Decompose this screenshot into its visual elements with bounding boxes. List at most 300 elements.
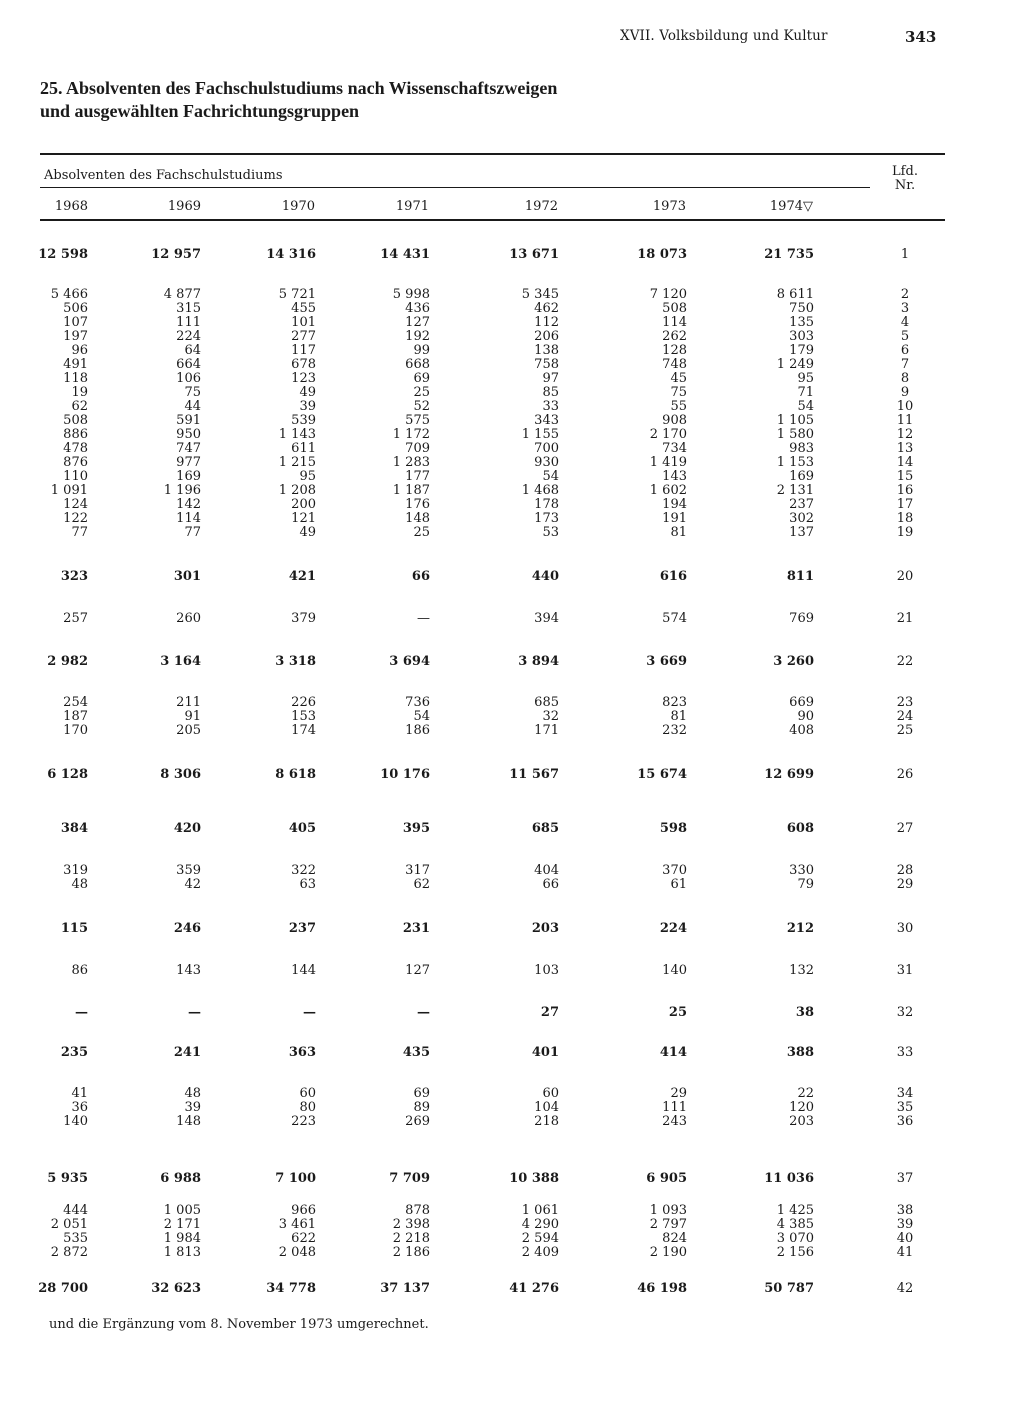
table-cell: 85: [542, 385, 559, 400]
table-row: [0, 1282, 1024, 1296]
table-cell: 3 694: [389, 654, 430, 669]
row-number: 2: [900, 287, 910, 302]
table-cell: 303: [789, 329, 814, 344]
table-cell: 1 143: [278, 427, 316, 442]
table-cell: 1 155: [521, 427, 559, 442]
table-cell: 950: [176, 427, 201, 442]
table-cell: 48: [184, 1086, 201, 1101]
table-cell: 64: [184, 343, 201, 358]
table-cell: 212: [786, 921, 814, 936]
table-cell: 243: [662, 1114, 687, 1129]
row-number: 40: [896, 1231, 914, 1246]
table-row: [0, 442, 1024, 456]
table-cell: 8 611: [776, 287, 814, 302]
table-cell: 262: [662, 329, 687, 344]
table-cell: 10 176: [380, 767, 430, 782]
table-cell: 80: [299, 1100, 316, 1115]
table-cell: 194: [662, 497, 687, 512]
table-row: [0, 655, 1024, 669]
table-title: [40, 77, 740, 123]
table-cell: 45: [670, 371, 687, 386]
table-cell: 48: [71, 877, 88, 892]
table-cell: 598: [659, 821, 687, 836]
table-cell: 223: [291, 1114, 316, 1129]
table-cell: 143: [662, 469, 687, 484]
table-cell: 5 466: [50, 287, 88, 302]
table-cell: 408: [789, 723, 814, 738]
table-cell: 319: [63, 863, 88, 878]
table-cell: 81: [670, 709, 687, 724]
row-number: 30: [896, 921, 914, 936]
table-cell: 664: [176, 357, 201, 372]
table-cell: 401: [531, 1045, 559, 1060]
table-row: [0, 372, 1024, 386]
table-cell: 3 894: [518, 654, 559, 669]
table-cell: 6 905: [646, 1171, 687, 1186]
table-row: [0, 1101, 1024, 1115]
table-cell: 747: [176, 441, 201, 456]
table-cell: 2 398: [392, 1217, 430, 1232]
table-cell: 2 186: [392, 1245, 430, 1260]
table-cell: 330: [789, 863, 814, 878]
table-row: [0, 1204, 1024, 1218]
table-cell: 414: [659, 1045, 687, 1060]
table-row: [0, 1115, 1024, 1129]
table-cell: 91: [184, 709, 201, 724]
table-row: [0, 526, 1024, 540]
table-cell: 539: [291, 413, 316, 428]
row-number: 1: [900, 247, 910, 262]
table-cell: 574: [662, 611, 687, 626]
table-row: [0, 498, 1024, 512]
table-cell: 39: [299, 399, 316, 414]
table-cell: 237: [789, 497, 814, 512]
table-cell: 1 172: [392, 427, 430, 442]
table-cell: 591: [176, 413, 201, 428]
table-cell: 622: [291, 1231, 316, 1246]
table-cell: 12 957: [151, 247, 201, 262]
table-cell: 7 120: [649, 287, 687, 302]
table-cell: 237: [288, 921, 316, 936]
table-row: [0, 484, 1024, 498]
table-cell: 436: [405, 301, 430, 316]
table-cell: 1 091: [50, 483, 88, 498]
table-cell: 191: [662, 511, 687, 526]
table-cell: 49: [299, 385, 316, 400]
table-row: [0, 456, 1024, 470]
table-cell: 96: [71, 343, 88, 358]
row-number: 20: [896, 569, 914, 584]
table-cell: 75: [670, 385, 687, 400]
table-cell: 41 276: [509, 1281, 559, 1296]
table-cell: 99: [413, 343, 430, 358]
table-cell: 1 468: [521, 483, 559, 498]
table-cell: 455: [291, 301, 316, 316]
table-cell: 823: [662, 695, 687, 710]
table-cell: 106: [176, 371, 201, 386]
table-cell: 3 260: [773, 654, 814, 669]
table-cell: 769: [789, 611, 814, 626]
table-cell: 104: [534, 1100, 559, 1115]
group-rule: [40, 187, 870, 188]
row-number: 5: [900, 329, 910, 344]
row-number: 17: [896, 497, 914, 512]
table-cell: 169: [789, 469, 814, 484]
table-cell: 186: [405, 723, 430, 738]
table-cell: 608: [786, 821, 814, 836]
row-number: 22: [896, 654, 914, 669]
row-number: 16: [896, 483, 914, 498]
table-cell: 2 594: [521, 1231, 559, 1246]
table-cell: 205: [176, 723, 201, 738]
table-cell: 462: [534, 301, 559, 316]
table-row: [0, 612, 1024, 626]
table-cell: 173: [534, 511, 559, 526]
table-cell: 444: [63, 1203, 88, 1218]
table-cell: 224: [659, 921, 687, 936]
row-number: 42: [896, 1281, 914, 1296]
table-cell: 1 061: [521, 1203, 559, 1218]
table-cell: 491: [63, 357, 88, 372]
table-cell: 257: [63, 611, 88, 626]
table-cell: 148: [405, 511, 430, 526]
table-cell: 616: [659, 569, 687, 584]
row-number: 7: [900, 357, 910, 372]
table-cell: 89: [413, 1100, 430, 1115]
table-cell: 575: [405, 413, 430, 428]
table-cell: 118: [63, 371, 88, 386]
table-cell: 36: [71, 1100, 88, 1115]
table-cell: 38: [795, 1005, 814, 1020]
table-cell: 122: [63, 511, 88, 526]
table-cell: 8 618: [275, 767, 316, 782]
table-cell: 1 580: [776, 427, 814, 442]
table-cell: 25: [668, 1005, 687, 1020]
table-cell: 197: [63, 329, 88, 344]
table-cell: 128: [662, 343, 687, 358]
table-cell: —: [417, 611, 430, 626]
table-cell: 508: [63, 413, 88, 428]
table-cell: 34 778: [266, 1281, 316, 1296]
table-cell: 395: [402, 821, 430, 836]
row-number: 27: [896, 821, 914, 836]
table-cell: 4 877: [163, 287, 201, 302]
table-cell: 144: [291, 963, 316, 978]
row-number: 10: [896, 399, 914, 414]
table-cell: 748: [662, 357, 687, 372]
table-cell: 12 598: [38, 247, 88, 262]
table-cell: 379: [291, 611, 316, 626]
lfd-header-line-1: Lfd.: [892, 164, 918, 179]
table-row: [0, 358, 1024, 372]
table-cell: 13 671: [509, 247, 559, 262]
table-cell: 930: [534, 455, 559, 470]
table-row: [0, 344, 1024, 358]
table-cell: 3 070: [776, 1231, 814, 1246]
table-cell: 127: [405, 963, 430, 978]
table-cell: 3 669: [646, 654, 687, 669]
row-number: 33: [896, 1045, 914, 1060]
table-cell: 1 283: [392, 455, 430, 470]
table-cell: 363: [288, 1045, 316, 1060]
table-cell: 11 036: [764, 1171, 814, 1186]
table-cell: 394: [534, 611, 559, 626]
year-header: 1969: [167, 199, 201, 214]
table-cell: 176: [405, 497, 430, 512]
table-cell: 203: [531, 921, 559, 936]
row-number: 41: [896, 1245, 914, 1260]
table-cell: 7 709: [389, 1171, 430, 1186]
table-header-rule: [40, 219, 945, 221]
table-cell: 226: [291, 695, 316, 710]
table-cell: 111: [176, 315, 201, 330]
table-cell: 101: [291, 315, 316, 330]
table-row: [0, 330, 1024, 344]
row-number: 32: [896, 1005, 914, 1020]
table-row: [0, 964, 1024, 978]
table-cell: 178: [534, 497, 559, 512]
table-cell: 384: [60, 821, 88, 836]
row-number: 37: [896, 1171, 914, 1186]
table-cell: 1 602: [649, 483, 687, 498]
table-cell: 3 461: [278, 1217, 316, 1232]
table-cell: 127: [405, 315, 430, 330]
table-row: [0, 864, 1024, 878]
table-cell: 8 306: [160, 767, 201, 782]
table-row: [0, 1087, 1024, 1101]
table-cell: 2 156: [776, 1245, 814, 1260]
table-cell: 876: [63, 455, 88, 470]
table-cell: 824: [662, 1231, 687, 1246]
table-cell: 478: [63, 441, 88, 456]
table-row: [0, 822, 1024, 836]
table-cell: 421: [288, 569, 316, 584]
table-cell: 359: [176, 863, 201, 878]
table-cell: 211: [176, 695, 201, 710]
row-number: 11: [896, 413, 914, 428]
year-header: 1973: [652, 199, 686, 214]
table-cell: 63: [299, 877, 316, 892]
table-cell: 5 998: [392, 287, 430, 302]
row-number: 34: [896, 1086, 914, 1101]
table-cell: 977: [176, 455, 201, 470]
table-cell: 678: [291, 357, 316, 372]
table-cell: 3 164: [160, 654, 201, 669]
table-cell: 49: [299, 525, 316, 540]
table-cell: 69: [413, 1086, 430, 1101]
table-cell: 54: [797, 399, 814, 414]
table-cell: 2 218: [392, 1231, 430, 1246]
table-cell: 39: [184, 1100, 201, 1115]
table-cell: 254: [63, 695, 88, 710]
table-cell: 187: [63, 709, 88, 724]
table-cell: 37 137: [380, 1281, 430, 1296]
table-cell: 1 215: [278, 455, 316, 470]
table-row: [0, 696, 1024, 710]
table-cell: 269: [405, 1114, 430, 1129]
table-row: [0, 428, 1024, 442]
row-number: 29: [896, 877, 914, 892]
table-cell: 3 318: [275, 654, 316, 669]
table-cell: 46 198: [637, 1281, 687, 1296]
title-line-2: und ausgewählten Fachrichtungsgruppen: [40, 101, 360, 121]
page-number: 343: [905, 28, 937, 46]
table-cell: 323: [60, 569, 88, 584]
table-cell: 10 388: [509, 1171, 559, 1186]
table-cell: 5 345: [521, 287, 559, 302]
table-cell: 1 984: [163, 1231, 201, 1246]
table-cell: 44: [184, 399, 201, 414]
row-number: 38: [896, 1203, 914, 1218]
table-cell: 508: [662, 301, 687, 316]
table-cell: 218: [534, 1114, 559, 1129]
table-cell: 2 170: [649, 427, 687, 442]
row-number: 3: [900, 301, 910, 316]
row-number: 28: [896, 863, 914, 878]
table-cell: 709: [405, 441, 430, 456]
table-cell: 123: [291, 371, 316, 386]
table-row: [0, 470, 1024, 484]
table-cell: 95: [299, 469, 316, 484]
row-number: 31: [896, 963, 914, 978]
table-cell: 25: [413, 385, 430, 400]
table-cell: 302: [789, 511, 814, 526]
table-cell: 750: [789, 301, 814, 316]
table-cell: 137: [789, 525, 814, 540]
table-row: [0, 922, 1024, 936]
lfd-nr-header: [880, 165, 930, 193]
row-number: 6: [900, 343, 910, 358]
table-cell: 77: [184, 525, 201, 540]
table-cell: 440: [531, 569, 559, 584]
year-header: 1971: [395, 199, 429, 214]
table-cell: 29: [670, 1086, 687, 1101]
table-cell: 1 093: [649, 1203, 687, 1218]
table-cell: 685: [534, 695, 559, 710]
table-cell: 12 699: [764, 767, 814, 782]
table-cell: 54: [413, 709, 430, 724]
table-cell: 81: [670, 525, 687, 540]
table-cell: 177: [405, 469, 430, 484]
table-cell: 32 623: [151, 1281, 201, 1296]
row-number: 26: [896, 767, 914, 782]
table-cell: 75: [184, 385, 201, 400]
table-cell: 388: [786, 1045, 814, 1060]
table-cell: 54: [542, 469, 559, 484]
row-number: 18: [896, 511, 914, 526]
table-cell: 25: [413, 525, 430, 540]
table-cell: 42: [184, 877, 201, 892]
table-cell: —: [417, 1005, 430, 1020]
row-number: 14: [896, 455, 914, 470]
table-row: [0, 1246, 1024, 1260]
year-header: 1972: [524, 199, 558, 214]
table-cell: 232: [662, 723, 687, 738]
table-row: [0, 1046, 1024, 1060]
row-number: 23: [896, 695, 914, 710]
table-cell: 435: [402, 1045, 430, 1060]
table-cell: 535: [63, 1231, 88, 1246]
row-number: 21: [896, 611, 914, 626]
table-cell: 1 196: [163, 483, 201, 498]
table-cell: 878: [405, 1203, 430, 1218]
table-cell: 110: [63, 469, 88, 484]
table-cell: 260: [176, 611, 201, 626]
table-cell: 97: [542, 371, 559, 386]
row-number: 39: [896, 1217, 914, 1232]
row-number: 12: [896, 427, 914, 442]
table-cell: 322: [291, 863, 316, 878]
table-cell: 2 872: [50, 1245, 88, 1260]
group-header: Absolventen des Fachschulstudiums: [44, 168, 283, 183]
table-cell: 2 048: [278, 1245, 316, 1260]
table-row: [0, 302, 1024, 316]
table-cell: 52: [413, 399, 430, 414]
table-cell: 50 787: [764, 1281, 814, 1296]
table-row: [0, 1232, 1024, 1246]
table-row: [0, 288, 1024, 302]
table-row: [0, 1172, 1024, 1186]
table-cell: 62: [71, 399, 88, 414]
table-cell: 111: [662, 1100, 687, 1115]
table-cell: 53: [542, 525, 559, 540]
table-cell: 420: [173, 821, 201, 836]
table-cell: —: [303, 1005, 316, 1020]
table-cell: 811: [786, 569, 814, 584]
table-row: [0, 878, 1024, 892]
table-cell: 734: [662, 441, 687, 456]
table-cell: 1 208: [278, 483, 316, 498]
table-cell: 983: [789, 441, 814, 456]
table-cell: 15 674: [637, 767, 687, 782]
table-cell: 7 100: [275, 1171, 316, 1186]
year-header: 1970: [281, 199, 315, 214]
table-row: [0, 316, 1024, 330]
table-cell: 132: [789, 963, 814, 978]
table-cell: 4 385: [776, 1217, 814, 1232]
table-cell: 277: [291, 329, 316, 344]
table-cell: 107: [63, 315, 88, 330]
table-cell: 370: [662, 863, 687, 878]
row-number: 19: [896, 525, 914, 540]
table-cell: 55: [670, 399, 687, 414]
table-cell: 90: [797, 709, 814, 724]
table-row: [0, 768, 1024, 782]
table-cell: 33: [542, 399, 559, 414]
table-cell: 69: [413, 371, 430, 386]
table-cell: 886: [63, 427, 88, 442]
table-cell: 124: [63, 497, 88, 512]
row-number: 9: [900, 385, 910, 400]
table-cell: 28 700: [38, 1281, 88, 1296]
table-cell: —: [188, 1005, 201, 1020]
table-cell: 179: [789, 343, 814, 358]
table-top-rule: [40, 153, 945, 155]
table-cell: 115: [60, 921, 88, 936]
table-cell: 41: [71, 1086, 88, 1101]
table-cell: 120: [789, 1100, 814, 1115]
row-number: 36: [896, 1114, 914, 1129]
table-cell: 343: [534, 413, 559, 428]
table-cell: 2 171: [163, 1217, 201, 1232]
table-cell: 1 005: [163, 1203, 201, 1218]
table-cell: 246: [173, 921, 201, 936]
table-cell: 5 721: [278, 287, 316, 302]
table-cell: 6 988: [160, 1171, 201, 1186]
table-row: [0, 724, 1024, 738]
table-cell: 203: [789, 1114, 814, 1129]
table-row: [0, 1006, 1024, 1020]
